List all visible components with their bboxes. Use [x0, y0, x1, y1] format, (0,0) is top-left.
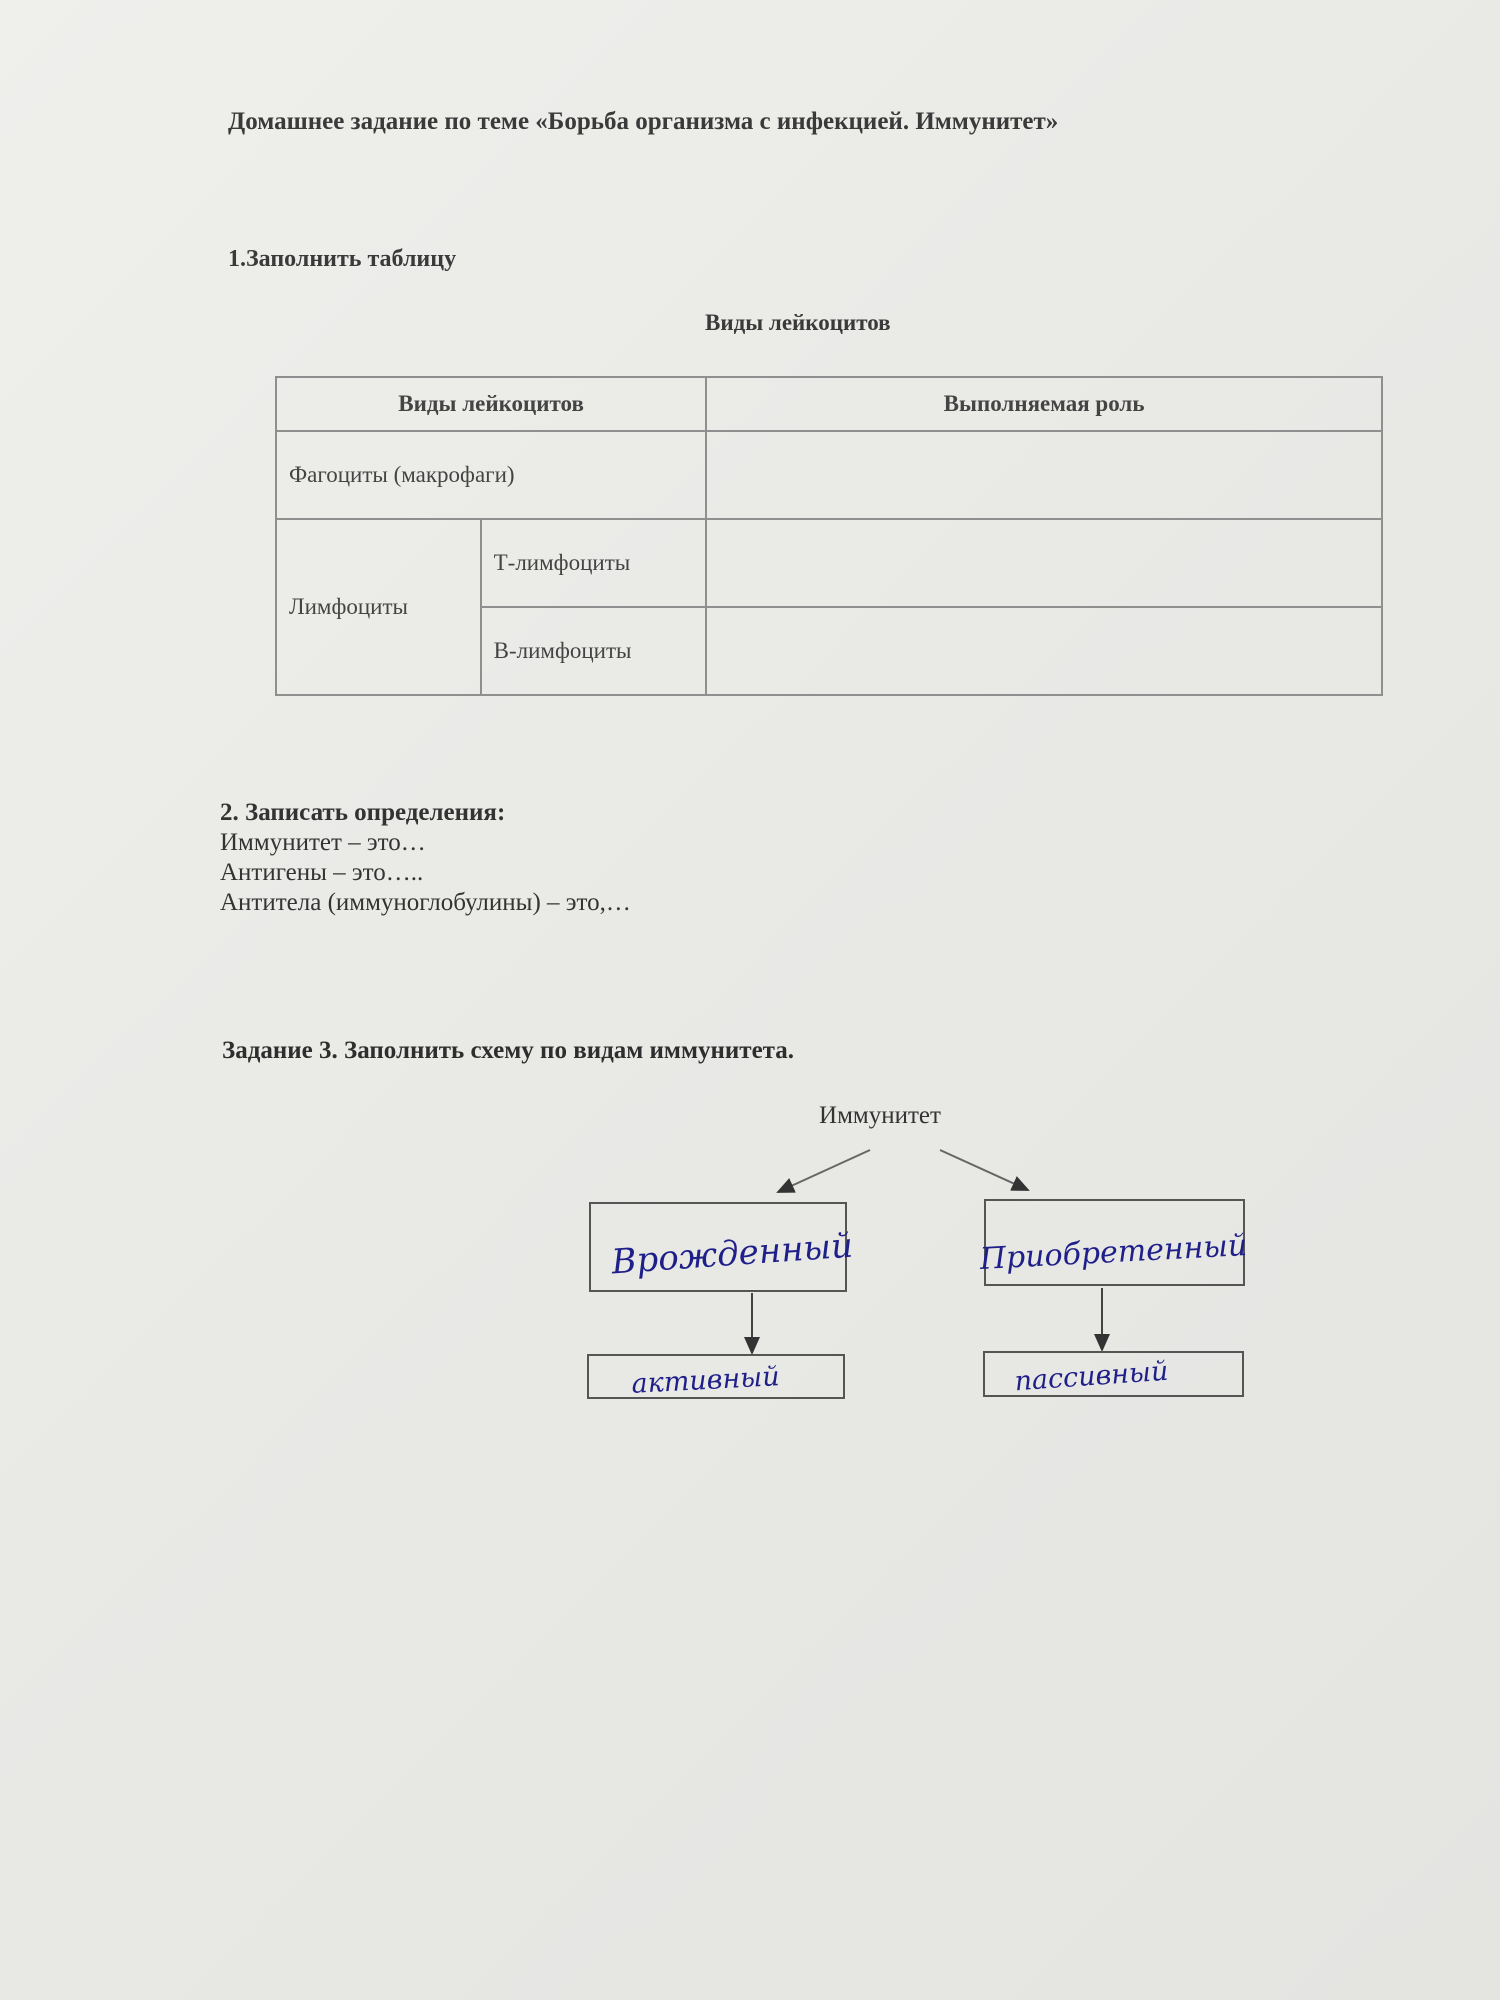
cell-b-lymphocytes: В-лимфоциты — [481, 607, 707, 695]
task2-heading: 2. Записать определения: — [220, 799, 506, 826]
definition-item: Антитела (иммуноглобулины) – это,… — [220, 889, 631, 916]
handwritten-active: активный — [630, 1361, 781, 1400]
header-cell-role: Выполняемая роль — [706, 377, 1382, 431]
handwritten-congenital: Врожденный — [610, 1225, 855, 1283]
definition-item: Иммунитет – это… — [220, 829, 426, 856]
cell-t-lymphocytes: Т-лимфоциты — [481, 519, 707, 607]
task3-heading: Задание 3. Заполнить схему по видам иммунитета. — [222, 1037, 795, 1064]
table-caption: Виды лейкоцитов — [705, 310, 891, 335]
document-title: Домашнее задание по теме «Борьба организма с инфекцией. Иммунитет» — [228, 108, 1059, 135]
definition-item: Антигены – это….. — [220, 859, 424, 886]
cell-lymphocytes: Лимфоциты — [276, 519, 481, 695]
arrow-right — [940, 1150, 1028, 1190]
scheme-root-label: Иммунитет — [819, 1102, 941, 1129]
arrow-left — [778, 1150, 870, 1192]
handwritten-acquired: Приобретенный — [979, 1228, 1248, 1277]
header-cell-types: Виды лейкоцитов — [276, 377, 706, 431]
cell-phagocytes: Фагоциты (макрофаги) — [276, 431, 706, 519]
handwritten-passive: пассивный — [1013, 1355, 1170, 1398]
task1-heading: 1.Заполнить таблицу — [228, 246, 457, 272]
